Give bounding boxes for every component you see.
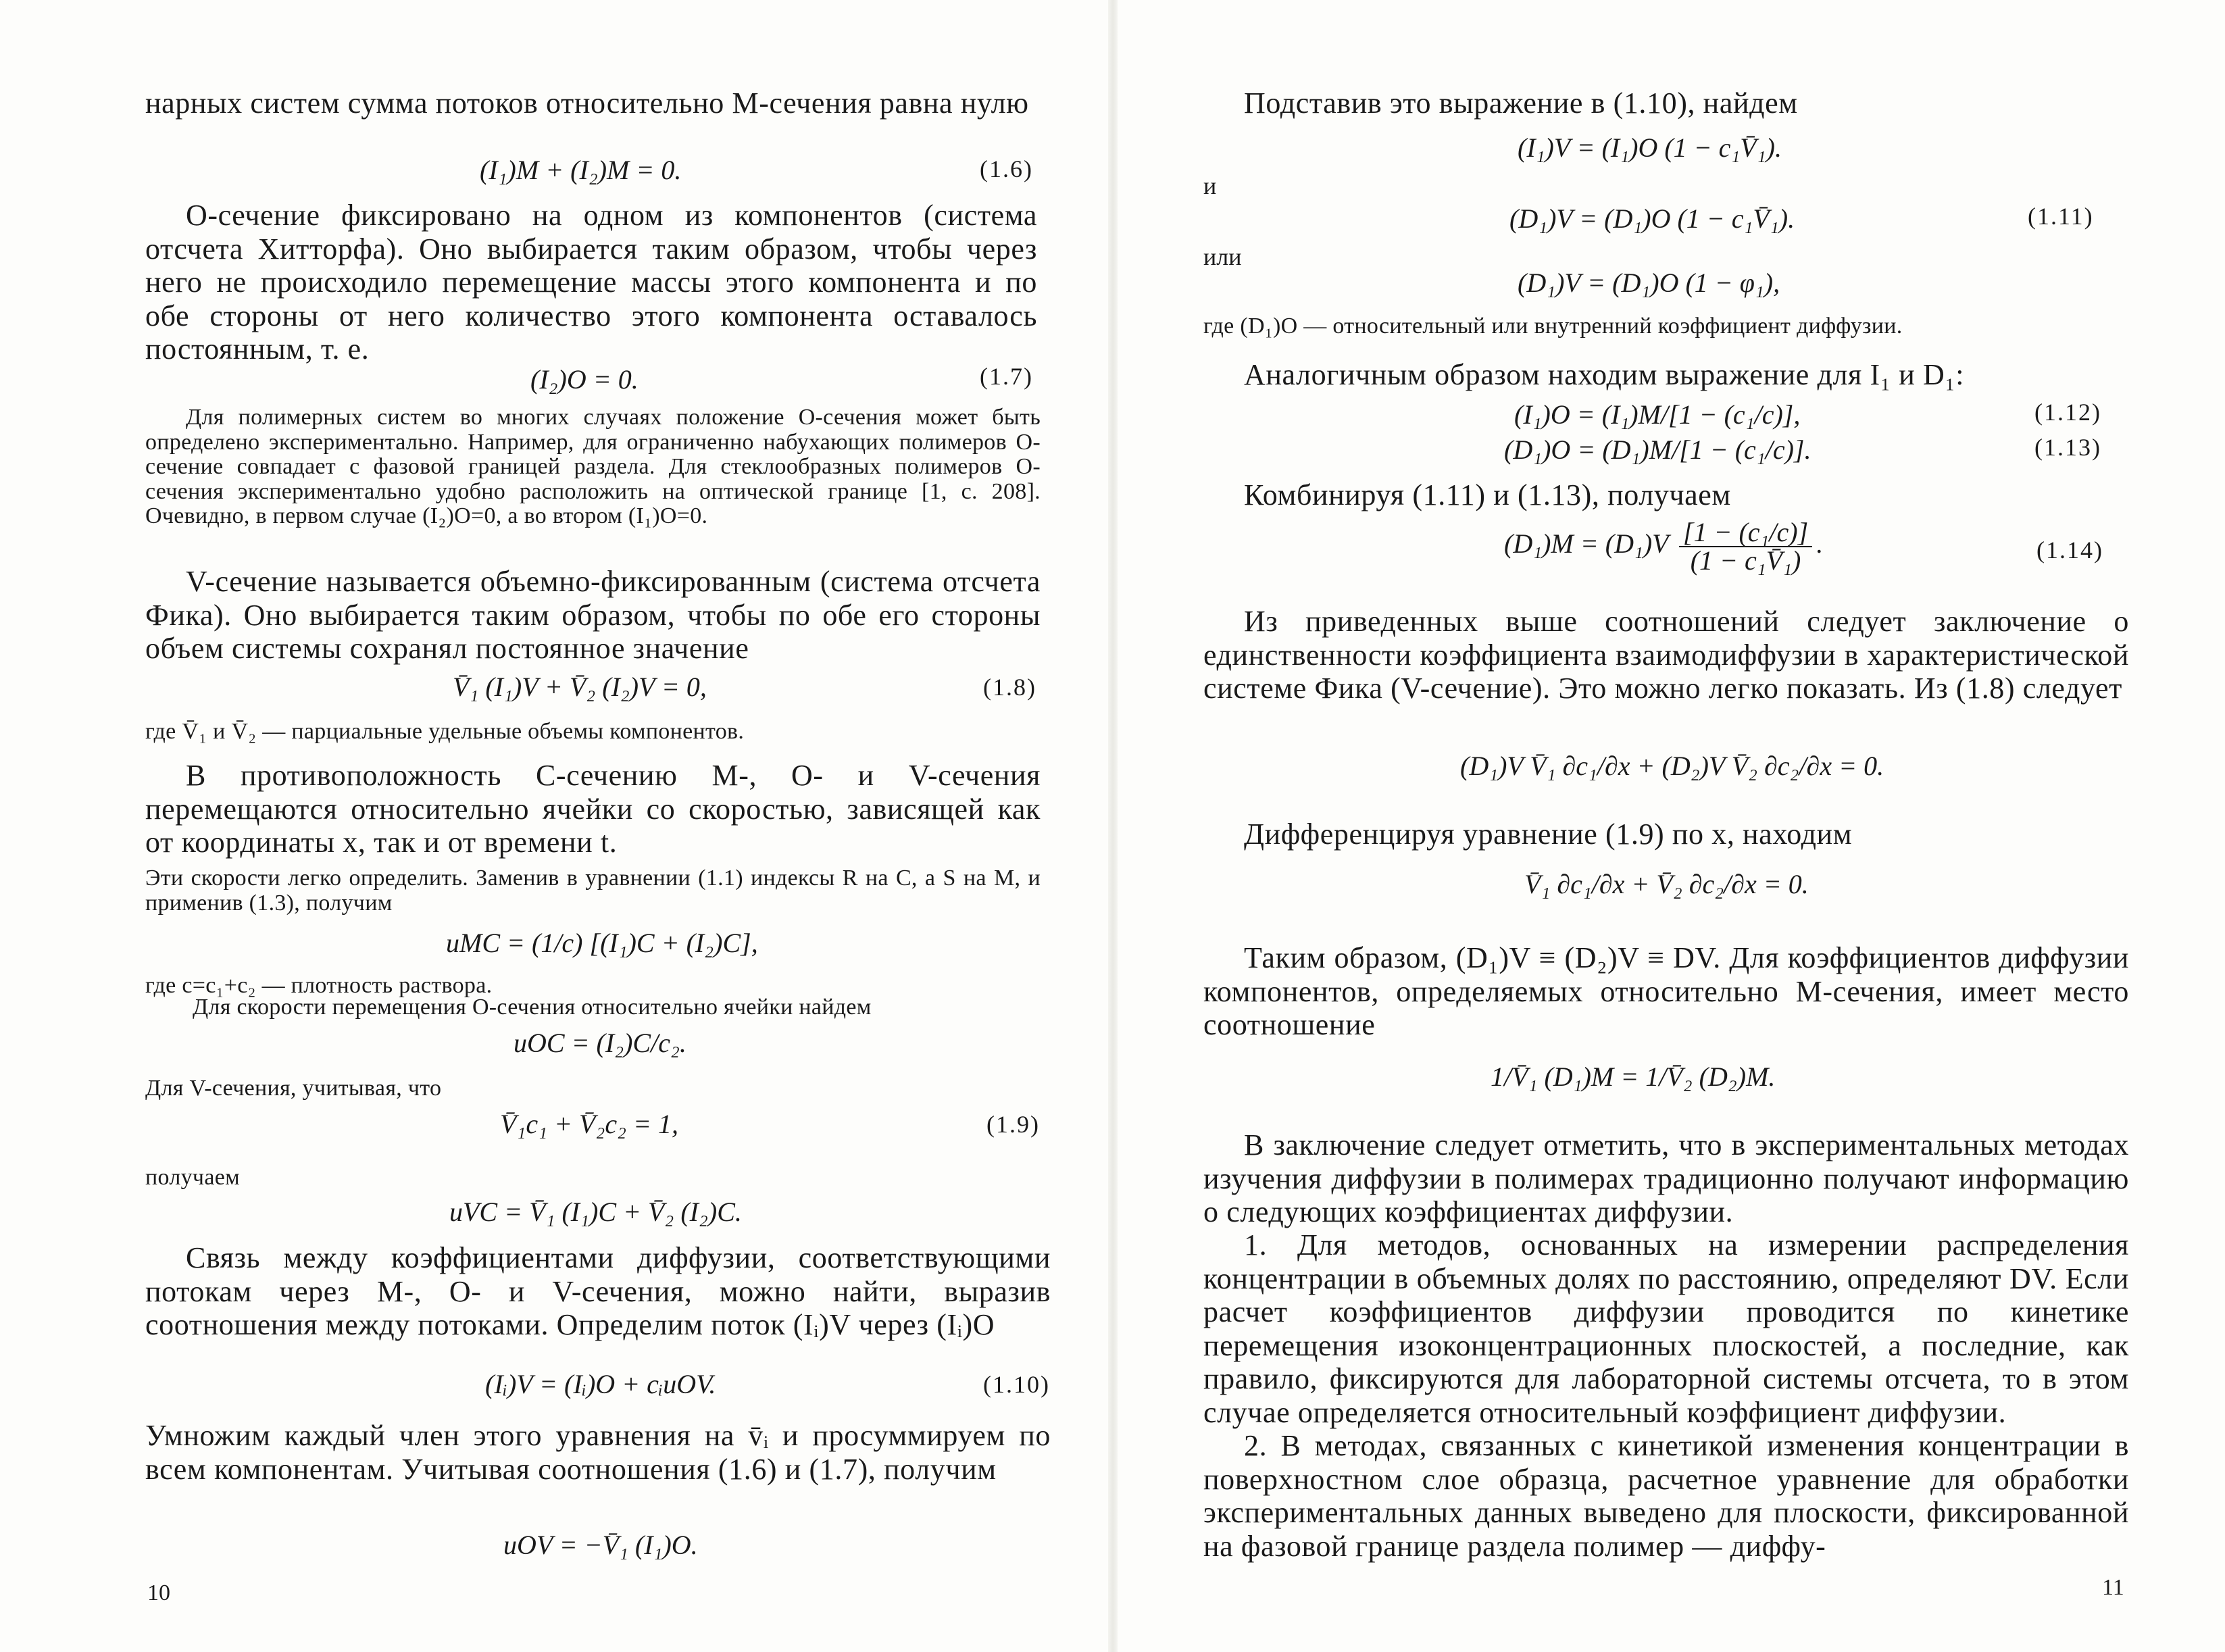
conjunction-text: или: [1203, 243, 1242, 270]
left-page: [0, 0, 1112, 1652]
paragraph: Подставив это выражение в (1.10), найдем: [1244, 86, 1798, 120]
equation-1-8: V̄₁ (I₁)V + V̄₂ (I₂)V = 0,: [453, 672, 707, 702]
fraction: [1679, 519, 1812, 574]
paragraph: O-сечение фиксировано на одном из компонентов (система отсчета Хитторфа). Оно выбирается таким образом, чтобы через него не происходило перемещение массы этого компонента и по обе стороны от него количество этого компонента оставалось постоянным, т. е.: [145, 199, 1037, 366]
equation-1-11: (D₁)V = (D₁)O (1 − c₁V̄₁).: [1509, 203, 1795, 234]
equation-number: (1.9): [986, 1111, 1040, 1138]
equation-1-13: (D₁)O = (D₁)M/[1 − (c₁/c)].: [1504, 434, 1811, 465]
paragraph: 1. Для методов, основанных на измерении распределения концентрации в объемных долях по расстоянию, определяют DV. Если расчет коэффициентов диффузии проводится по кинетике перемещения изоконцентрационных плоскостей, а последние, как правило, фиксируются для лабораторной системы отсчета, то в этом случае определяется относительный коэффициент диффузии.: [1203, 1228, 2129, 1429]
fraction-denominator: (1 − c₁V̄₁): [1690, 545, 1801, 576]
paragraph: Связь между коэффициентами диффузии, соответствующими потокам через M-, O- и V-сечения, можно найти, выразив соотношения между потоками. Определим поток (Iᵢ)V через (Iᵢ)O: [145, 1241, 1051, 1341]
footnote-paragraph: Эти скорости легко определить. Заменив в уравнении (1.1) индексы R на C, а S на M, и применив (1.3), получим: [145, 866, 1041, 916]
footnote-paragraph: Для скорости перемещения O-сечения относительно ячейки найдем: [193, 995, 872, 1020]
equation-number: (1.11): [2028, 203, 2094, 230]
equation-uoc: uOC = (I₂)C/c₂.: [514, 1028, 686, 1058]
paragraph: 2. В методах, связанных с кинетикой изменения концентрации в поверхностном слое образца, расчетное уравнение для обработки экспериментальных данных выведено для плоскости, фиксированной на фазовой границе раздела полимер — диффу-: [1203, 1429, 2129, 1563]
paragraph: Из приведенных выше соотношений следует заключение о единственности коэффициента взаимодиффузии в характеристической системе Фика (V-сечение). Это можно легко показать. Из (1.8) следует: [1203, 605, 2129, 705]
equation-umc: uMC = (1/c) [(I₁)C + (I₂)C],: [446, 928, 758, 958]
equation-number: (1.12): [2034, 399, 2101, 426]
equation-number: (1.10): [983, 1371, 1050, 1398]
paragraph: Аналогичным образом находим выражение для I₁ и D₁:: [1244, 358, 1965, 391]
equation-1-6: (I₁)M + (I₂)M = 0.: [480, 155, 682, 185]
paragraph: Дифференцируя уравнение (1.9) по x, находим: [1244, 818, 1853, 851]
footnote-paragraph: где c=c₁+c₂ — плотность раствора.: [145, 973, 493, 998]
footnote-paragraph: где V̄₁ и V̄₂ — парциальные удельные объемы компонентов.: [145, 719, 745, 744]
equation: (I₁)V = (I₁)O (1 − c₁V̄₁).: [1518, 132, 1782, 163]
paragraph: Умножим каждый член этого уравнения на v̄ᵢ и просуммируем по всем компонентам. Учитывая соотношения (1.6) и (1.7), получим: [145, 1419, 1051, 1486]
equation: V̄₁ ∂c₁/∂x + V̄₂ ∂c₂/∂x = 0.: [1524, 869, 1809, 899]
equation-number: (1.13): [2034, 434, 2101, 461]
footnote-paragraph: где (D₁)O — относительный или внутренний коэффициент диффузии.: [1203, 314, 1903, 339]
equation-number: (1.7): [980, 363, 1033, 390]
equation-1-9: V̄₁c₁ + V̄₂c₂ = 1,: [500, 1109, 678, 1139]
equation-number: (1.6): [980, 155, 1033, 182]
page-number: 10: [147, 1580, 170, 1605]
paragraph: нарных систем сумма потоков относительно M-сечения равна нулю: [145, 86, 1029, 120]
equation-1-10: (Iᵢ)V = (Iᵢ)O + cᵢuOV.: [485, 1369, 716, 1399]
equation-number: (1.8): [983, 674, 1036, 701]
equation-lhs: (D₁)M = (D₁)V: [1504, 528, 1668, 559]
equation-uov: uOV = −V̄₁ (I₁)O.: [503, 1530, 698, 1560]
fraction-numerator: [1 − (c₁/c)]: [1679, 519, 1812, 547]
paragraph: V-сечение называется объемно-фиксированным (система отсчета Фика). Оно выбирается таким образом, чтобы по обе его стороны объем системы сохранял постоянное значение: [145, 565, 1041, 665]
paragraph: В противоположность C-сечению M-, O- и V-сечения перемещаются относительно ячейки со скоростью, зависящей как от координаты x, так и от времени t.: [145, 759, 1041, 859]
footnote-paragraph: Для полимерных систем во многих случаях положение O-сечения может быть определено экспериментально. Например, для ограниченно набухающих полимеров O-сечение совпадает с фазовой границей раздела. Для стеклообразных полимеров O-сечения экспериментально удобно расположить на оптической границе [1, с. 208]. Очевидно, в первом случае (I₂)O=0, а во втором (I₁)O=0.: [145, 405, 1041, 528]
paragraph: В заключение следует отметить, что в экспериментальных методах изучения диффузии в полимерах традиционно получают информацию о следующих коэффициентах диффузии.: [1203, 1128, 2129, 1228]
conjunction-text: и: [1203, 172, 1217, 199]
paragraph: Комбинируя (1.11) и (1.13), получаем: [1244, 478, 1731, 511]
equation: 1/V̄₁ (D₁)M = 1/V̄₂ (D₂)M.: [1491, 1061, 1776, 1092]
footnote-paragraph: получаем: [145, 1165, 240, 1190]
equation-uvc: uVC = V̄₁ (I₁)C + V̄₂ (I₂)C.: [449, 1197, 742, 1227]
equation-1-12: (I₁)O = (I₁)M/[1 − (c₁/c)],: [1514, 399, 1801, 430]
page-number: 11: [2102, 1575, 2124, 1600]
equation-1-14: (D₁)M = (D₁)V $\frac{\text{[1 − (c₁/c)]}}{\text{(1 − c₁V̄₁)}}$ .: [1504, 517, 1824, 576]
footnote-paragraph: Для V-сечения, учитывая, что: [145, 1076, 442, 1101]
equation: (D₁)V = (D₁)O (1 − φ₁),: [1518, 268, 1780, 298]
paragraph: Таким образом, (D₁)V ≡ (D₂)V ≡ DV. Для коэффициентов диффузии компонентов, определяемых относительно M-сечения, имеет место соотношение: [1203, 941, 2129, 1041]
equation: (D₁)V V̄₁ ∂c₁/∂x + (D₂)V V̄₂ ∂c₂/∂x = 0.: [1460, 751, 1884, 781]
right-page: [1112, 0, 2225, 1652]
equation-number: (1.14): [2036, 536, 2103, 564]
equation-1-7: (I₂)O = 0.: [530, 364, 639, 395]
